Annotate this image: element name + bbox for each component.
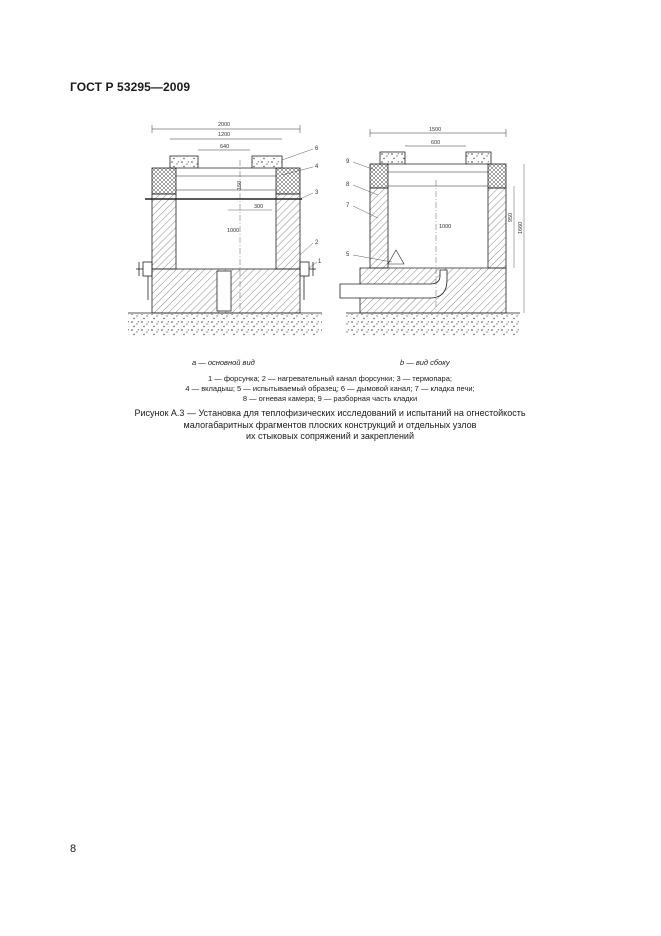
standard-id: ГОСТ Р 53295—2009 [70, 80, 191, 94]
title-line-1: Рисунок А.3 — Установка для теплофизических исследований и испытаний на огнестойкость [134, 408, 526, 418]
dim-b-total-width: 1500 [429, 127, 442, 133]
callout-a-1: 1 [318, 259, 322, 265]
dim-insert-width: 640 [220, 144, 230, 150]
dim-total-width: 2000 [218, 122, 231, 128]
dim-b-h1660: 1660 [518, 221, 524, 234]
callout-a-4: 4 [315, 164, 319, 170]
view-b-drawing [340, 127, 524, 336]
dim-b-h950: 950 [508, 212, 514, 222]
dim-b-h1000: 1000 [439, 224, 452, 230]
legend-line-1: 1 — форсунка; 2 — нагревательный канал форсунки; 3 — термопара; [208, 374, 452, 383]
callout-a-6: 6 [315, 146, 319, 152]
page-number: 8 [70, 843, 77, 855]
view-a-drawing [128, 122, 322, 336]
title-line-2: малогабаритных фрагментов плоских конструкций и отдельных узлов [183, 419, 477, 430]
callout-b-8: 8 [346, 182, 350, 188]
legend-line-3: 8 — огневая камера; 9 — разборная часть кладки [242, 394, 418, 403]
callout-a-3: 3 [315, 190, 319, 196]
furnace-drawing [0, 0, 661, 380]
callout-a-2: 2 [315, 240, 319, 246]
figure-title [40, 408, 620, 443]
dim-opening-width: 1200 [218, 132, 231, 138]
dim-h1000: 1000 [227, 228, 240, 234]
caption-view-b: b — вид сбоку [400, 358, 450, 367]
caption-view-a: а — основной вид [192, 358, 255, 367]
dim-w300: 300 [254, 204, 264, 210]
legend-line-2: 4 — вкладыш; 5 — испытываемый образец; 6 — дымовой канал; 7 — кладка печи; [185, 384, 475, 393]
figure-legend [60, 374, 600, 404]
dim-b-insert-width: 600 [431, 140, 441, 146]
callout-b-7: 7 [346, 203, 350, 209]
dim-h150: 150 [237, 180, 243, 190]
title-line-3: их стыковых сопряжений и закреплений [246, 431, 414, 441]
callout-b-5: 5 [346, 252, 350, 258]
callout-b-9: 9 [346, 159, 350, 165]
